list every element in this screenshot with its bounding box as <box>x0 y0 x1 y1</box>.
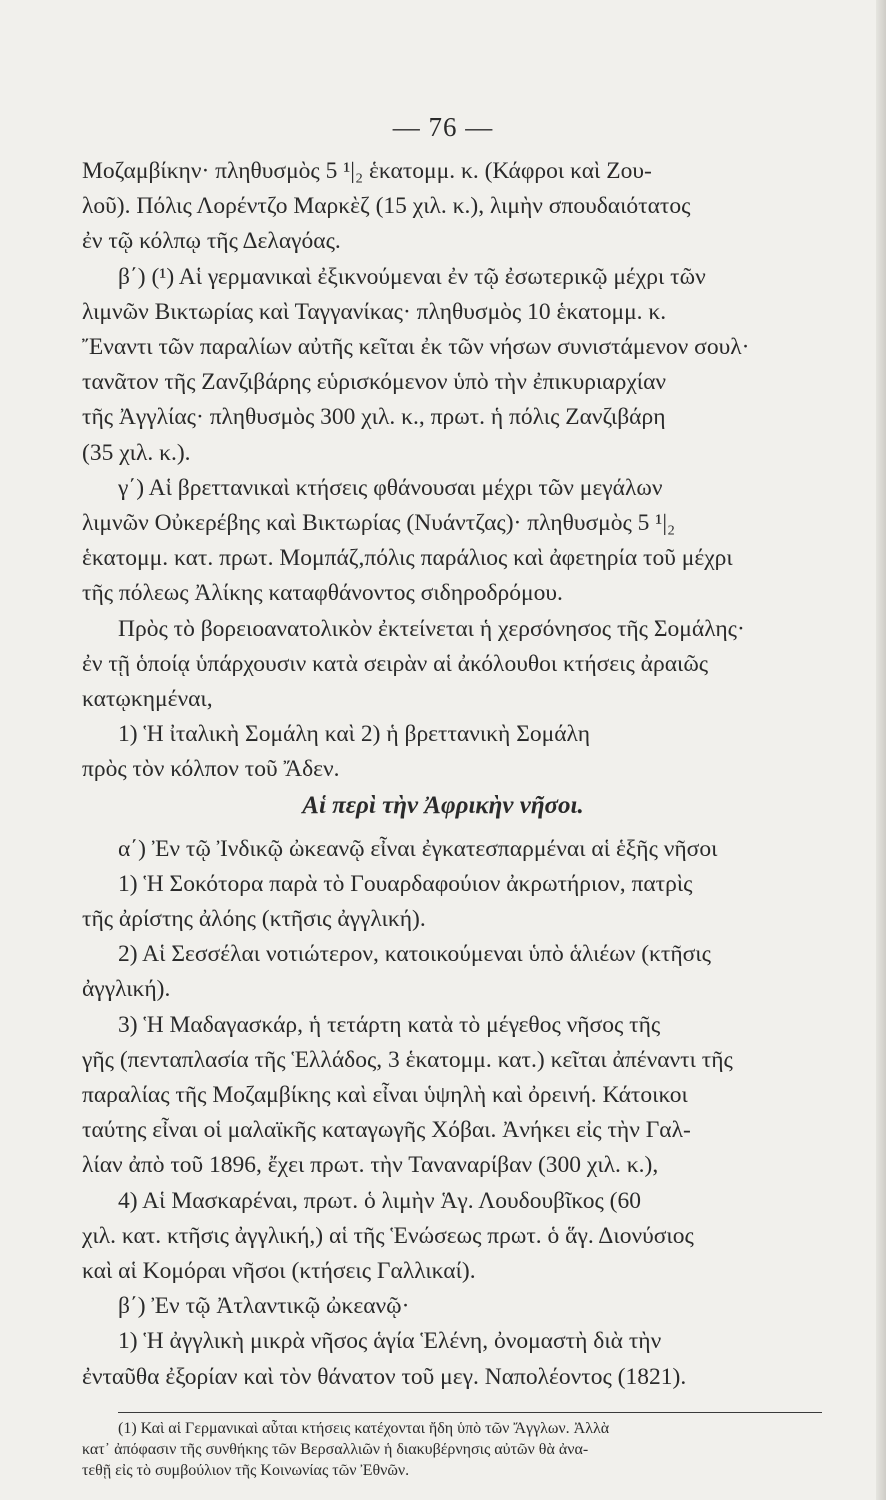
text-line: Πρὸς τὸ βορειοανατολικὸν ἐκτείνεται ἡ χερσόνησος τῆς Σομάλης· <box>118 615 745 642</box>
section-heading: Αἱ περὶ τὴν Ἀφρικὴν νῆσοι. <box>302 791 584 819</box>
text-line: ἑκατομμ. κατ. πρωτ. Μομπάζ,πόλις παράλιος καὶ ἀφετηρία τοῦ μέχρι <box>82 545 733 572</box>
text-line: λιμνῶν Οὐκερέβης καὶ Βικτωρίας (Νυάντζας)· πληθυσμὸς 5 ¹|₂ <box>82 510 676 536</box>
text-line: λιμνῶν Βικτωρίας καὶ Ταγγανίκας· πληθυσμὸς 10 ἑκατομμ. κ. <box>82 298 667 325</box>
text-line: ταύτης εἶναι οἱ μαλαϊκῆς καταγωγῆς Χόβαι. Ἀνήκει εἰς τὴν Γαλ- <box>82 1117 691 1144</box>
text-line: καὶ αἱ Κομόραι νῆσοι (κτήσεις Γαλλικαί). <box>82 1258 476 1284</box>
text-line: ἀγγλική). <box>82 976 171 1003</box>
text-line: παραλίας τῆς Μοζαμβίκης καὶ εἶναι ὑψηλὴ καὶ ὀρεινή. Κάτοικοι <box>82 1082 688 1108</box>
text-line: τῆς Ἀγγλίας· πληθυσμὸς 300 χιλ. κ., πρωτ. ἡ πόλις Ζανζιβάρη <box>82 404 666 431</box>
text-line: Ἔναντι τῶν παραλίων αὐτῆς κεῖται ἐκ τῶν νήσων συνιστάμενον σουλ· <box>82 334 750 360</box>
text-line: β΄) (¹) Αἱ γερμανικαὶ ἐξικνούμεναι ἐν τῷ ἐσωτερικῷ μέχρι τῶν <box>118 263 706 290</box>
footnote-line: κατ᾽ ἀπόφασιν τῆς συνθήκης τῶν Βερσαλλιῶν ἡ διακυβέρνησις αὐτῶν θὰ ἀνα- <box>82 1440 589 1458</box>
text-line: γῆς (πενταπλασία τῆς Ἑλλάδος, 3 ἑκατομμ. κατ.) κεῖται ἀπέναντι τῆς <box>82 1046 733 1073</box>
text-line: 1) Ἡ Σοκότορα παρὰ τὸ Γουαρδαφούιον ἀκρωτήριον, πατρὶς <box>118 870 693 897</box>
text-line: 4) Αἱ Μασκαρέναι, πρωτ. ὁ λιμὴν Ἁγ. Λουδουβῖκος (60 <box>118 1187 642 1214</box>
footnote-line: (1) Καὶ αἱ Γερμανικαὶ αὗται κτήσεις κατέχονται ἤδη ὑπὸ τῶν Ἄγγλων. Ἀλλὰ <box>118 1419 610 1437</box>
text-line: 1) Ἡ ἀγγλικὴ μικρὰ νῆσος ἁγία Ἑλένη, ὀνομαστὴ διὰ τὴν <box>118 1328 662 1355</box>
text-line: τῆς πόλεως Ἀλίκης καταφθάνοντος σιδηροδρόμου. <box>82 580 563 607</box>
text-line: ἐν τῇ ὁποίᾳ ὑπάρχουσιν κατὰ σειρὰν αἱ ἀκόλουθοι κτήσεις ἀραιῶς <box>82 650 709 677</box>
text-line: κατῳκημέναι, <box>82 686 213 712</box>
text-line: Μοζαμβίκην· πληθυσμὸς 5 ¹|₂ ἑκατομμ. κ. (Κάφροι καὶ Ζου- <box>82 158 652 184</box>
text-line: (35 χιλ. κ.). <box>82 439 191 466</box>
text-line: γ΄) Αἱ βρεττανικαὶ κτήσεις φθάνουσαι μέχρι τῶν μεγάλων <box>118 474 663 501</box>
text-line: 1) Ἡ ἰταλικὴ Σομάλη καὶ 2) ἡ βρεττανικὴ Σομάλη <box>118 721 591 748</box>
footnote-rule <box>118 1412 822 1413</box>
text-line: λίαν ἀπὸ τοῦ 1896, ἔχει πρωτ. τὴν Ταναναρίβαν (300 χιλ. κ.), <box>82 1152 659 1179</box>
text-line: τῆς ἀρίστης ἀλόης (κτῆσις ἀγγλική). <box>82 906 426 932</box>
text-line: πρὸς τὸν κόλπον τοῦ Ἄδεν. <box>82 756 340 783</box>
page-number: — 76 — <box>392 112 494 142</box>
footnote-line: τεθῇ εἰς τὸ συμβούλιον τῆς Κοινωνίας τῶν Ἐθνῶν. <box>82 1461 410 1479</box>
page-edge <box>876 0 886 1500</box>
text-line: χιλ. κατ. κτῆσις ἀγγλική,) αἱ τῆς Ἑνώσεως πρωτ. ὁ ἅγ. Διονύσιος <box>82 1222 694 1249</box>
text-line: 2) Αἱ Σεσσέλαι νοτιώτερον, κατοικούμεναι ὑπὸ ἁλιέων (κτῆσις <box>118 941 711 968</box>
text-line: β΄) Ἐν τῷ Ἀτλαντικῷ ὠκεανῷ· <box>118 1293 410 1320</box>
text-line: ἐνταῦθα ἐξορίαν καὶ τὸν θάνατον τοῦ μεγ. Ναπολέοντος (1821). <box>82 1363 687 1390</box>
text-line: ἐν τῷ κόλπῳ τῆς Δελαγόας. <box>82 228 341 255</box>
text-line: 3) Ἡ Μαδαγασκάρ, ἡ τετάρτη κατὰ τὸ μέγεθος νῆσος τῆς <box>118 1011 661 1038</box>
text-line: τανᾶτον τῆς Ζανζιβάρης εὑρισκόμενον ὑπὸ τὴν ἐπικυριαρχίαν <box>82 369 667 396</box>
text-line: λοῦ). Πόλις Λορέντζο Μαρκὲζ (15 χιλ. κ.), λιμὴν σπουδαιότατος <box>82 193 691 220</box>
text-line: α΄) Ἐν τῷ Ἰνδικῷ ὠκεανῷ εἶναι ἐγκατεσπαρμέναι αἱ ἑξῆς νῆσοι <box>118 835 718 862</box>
